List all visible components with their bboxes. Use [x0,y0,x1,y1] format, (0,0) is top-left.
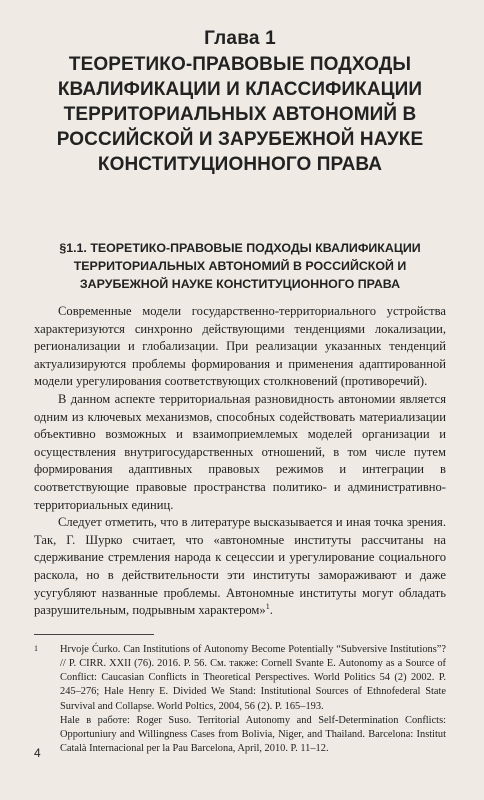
paragraph: Следует отметить, что в литературе высказывается и иная точка зрения. Так, Г. Шурко считает, что «автономные институты рассчитаны на сдерживание стремления народа к сецессии и урегулирование социального раскола, но в действительности эти институты замораживают и даже усугубляют названные проблемы. Автономные институты могут обладать разрушительным, подрывным характером»$^1$. [34,515,446,618]
footnote-mark: 1 [34,643,38,653]
footnote-text: Hrvoje Ćurko. Can Institutions of Autonomy Become Potentially “Subversive Institutions”? // P. CIRR. XXII (76). 2016. P. 56. См. также: Cornell Svante E. Autonomy as a Source of Conflict: Caucasian Conflicts in Theoretical Perspectives. World Politics 54 (2) 2002. P. 245–276; Hale Henry E. Divided We Stand: Institutional Sources of Ethnofederal State Survival and Collapse. World Poltics, 2004, 56 (2). P. 165–193. [60,643,446,712]
footnote [34,643,446,714]
footnote-text: Hale в работе: Roger Suso. Territorial Autonomy and Self-Determination Conflicts: Opportuniury and Willingness Cases from Bolivia, Niger, and Thailand. Barcelona: Institut Català Internacional per la Pau Barcelona, April, 2010. P. 11–12. [60,714,446,755]
page-number: 4 [34,746,41,760]
paragraph-text: Следует отметить, что в литературе высказывается и иная точка зрения. Так, Г. Шурко считает, что «автономные институты рассчитаны на сдерживание стремления народа к сецессии и урегулирование социального раскола, но в действительности эти институты замораживают и даже усугубляют названные проблемы. Автономные институты могут обладать разрушительным, подрывным характером» [34,515,446,618]
paragraph: Современные модели государственно-территориального устройства характеризуются синхронно действующими тенденциями локализации, регионализации и глобализации. При реализации указанных тенденций актуализируются проблемы формирования и применения адаптированной модели урегулирования соответствующих столкновений (противоречий). [34,304,446,389]
chapter-title: ТЕОРЕТИКО-ПРАВОВЫЕ ПОДХОДЫ КВАЛИФИКАЦИИ И КЛАССИФИКАЦИИ ТЕРРИТОРИАЛЬНЫХ АВТОНОМИЙ В РОССИЙСКОЙ И ЗАРУБЕЖНОЙ НАУКЕ КОНСТИТУЦИОННОГО ПРАВА [56,54,424,175]
footnote-divider [34,634,154,635]
footnotes [34,643,446,757]
chapter-label: Глава 1 [204,28,276,49]
body-text [34,303,446,620]
paragraph: В данном аспекте территориальная разновидность автономии является одним из ключевых механизмов, способных содействовать материализации объективно возможных и взаимоприемлемых моделей организации и осуществления внутригосударственных отношений, в том числе путем формирования адаптивных правовых режимов и интеграции в соответствующие правовые пространства политико- и административно-территориальных единиц. [34,391,446,512]
footnote-reference: 1 [265,601,270,611]
section-title: §1.1. ТЕОРЕТИКО-ПРАВОВЫЕ ПОДХОДЫ КВАЛИФИКАЦИИ ТЕРРИТОРИАЛЬНЫХ АВТОНОМИЙ В РОССИЙСКОЙ И ЗАРУБЕЖНОЙ НАУКЕ КОНСТИТУЦИОННОГО ПРАВА [59,241,421,291]
footnote [34,714,446,757]
